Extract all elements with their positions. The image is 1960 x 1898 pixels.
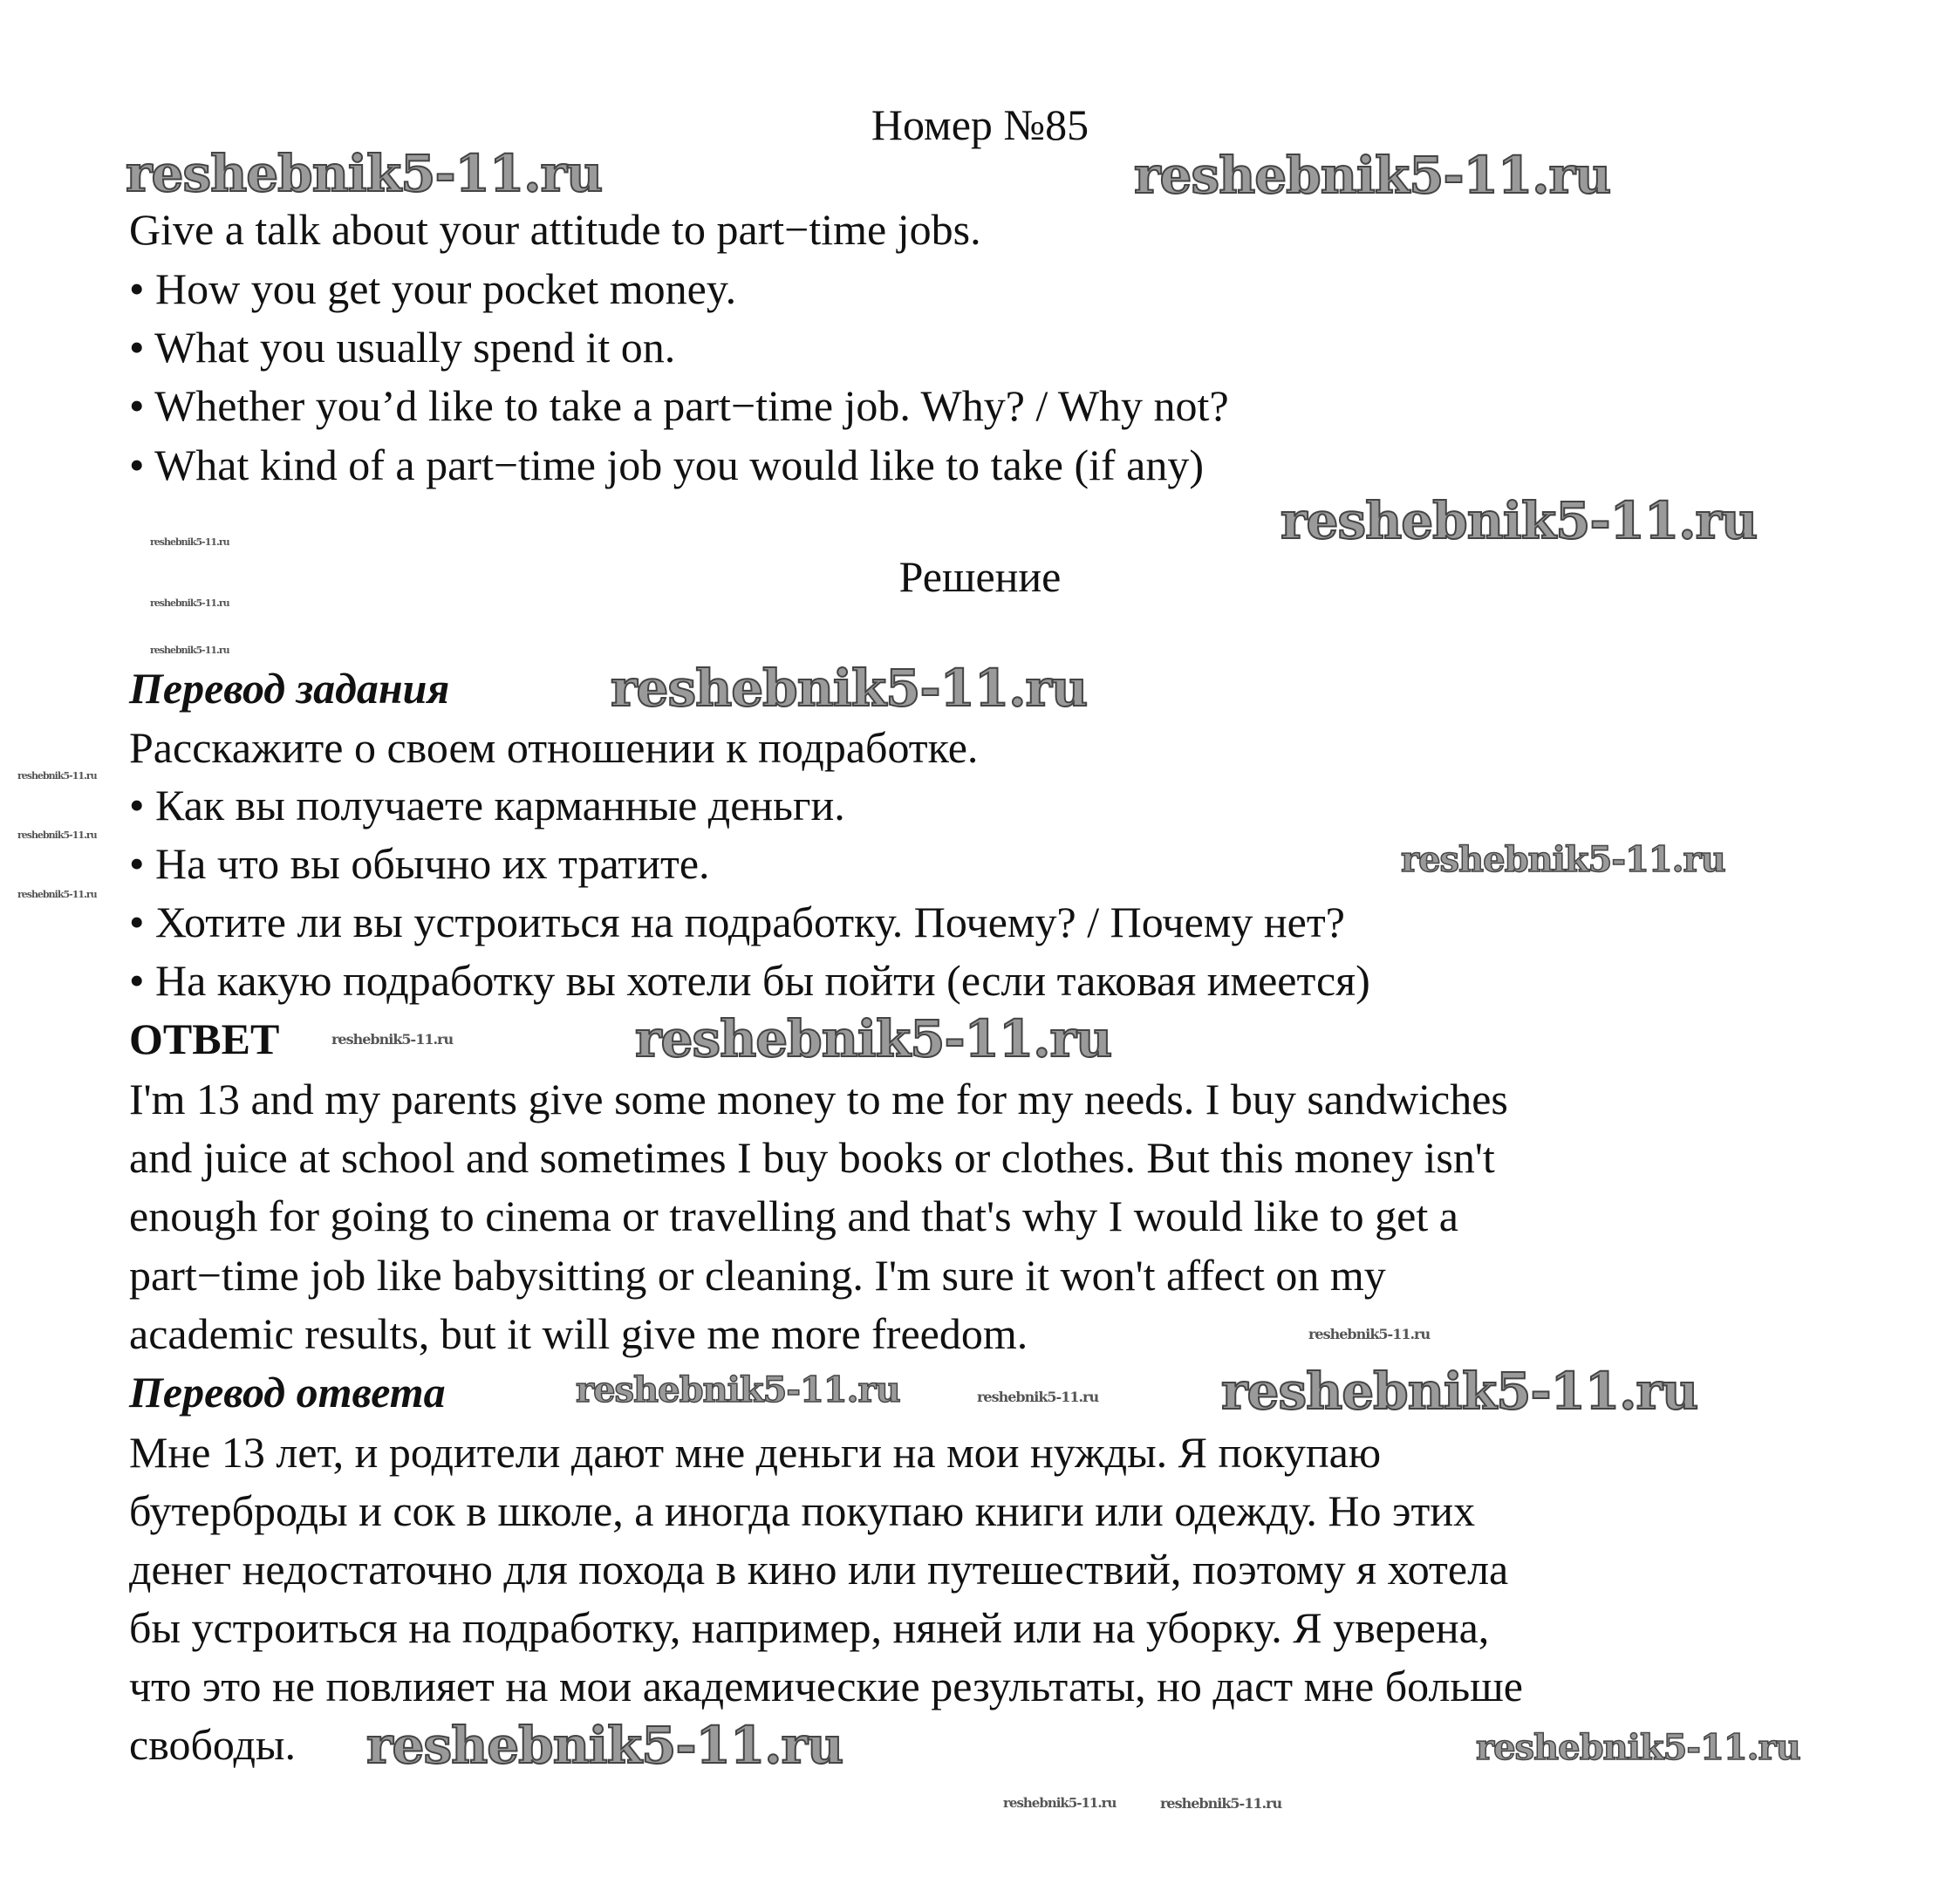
watermark: reshebnik5-11.ru [126,144,603,203]
answer-translation-line: денег недостаточно для похода в кино или путешествий, поэтому я хотела [129,1545,1509,1594]
watermark: reshebnik5-11.ru [1221,1362,1698,1421]
watermark: reshebnik5-11.ru [1280,491,1758,550]
task-bullet: • Whether you’d like to take a part−time job. Why? / Why not? [129,381,1229,430]
watermark: reshebnik5-11.ru [635,1009,1112,1068]
answer-translation-line: бутерброды и сок в школе, а иногда покупаю книги или одежду. Но этих [129,1486,1476,1535]
watermark: reshebnik5-11.ru [1003,1795,1117,1811]
task-bullet: • What you usually spend it on. [129,323,676,372]
watermark: reshebnik5-11.ru [17,770,97,782]
translation-bullet: • Хотите ли вы устроиться на подработку. Почему? / Почему нет? [129,898,1345,946]
translation-bullet: • На какую подработку вы хотели бы пойти (если таковая имеется) [129,956,1370,1005]
watermark: reshebnik5-11.ru [1134,146,1611,205]
watermark: reshebnik5-11.ru [150,597,229,609]
answer-translation-line: Мне 13 лет, и родители дают мне деньги на мои нужды. Я покупаю [129,1428,1382,1477]
answer-line: academic results, but it will give me more freedom. [129,1309,1028,1358]
translation-intro: Расскажите о своем отношении к подработке. [129,723,979,772]
watermark: reshebnik5-11.ru [576,1369,900,1410]
watermark: reshebnik5-11.ru [331,1031,454,1048]
translation-heading: Перевод задания [129,664,450,713]
task-bullet: • What kind of a part−time job you would like to take (if any) [129,440,1204,489]
page-title: Номер №85 [871,100,1089,149]
answer-translation-line: свободы. [129,1720,296,1769]
answer-translation-heading: Перевод ответа [129,1368,446,1417]
answer-heading: ОТВЕТ [129,1014,280,1063]
task-bullet: • How you get your pocket money. [129,264,737,313]
answer-line: I'm 13 and my parents give some money to me for my needs. I buy sandwiches [129,1075,1508,1123]
watermark: reshebnik5-11.ru [17,889,97,900]
watermark: reshebnik5-11.ru [17,830,97,841]
watermark: reshebnik5-11.ru [611,659,1088,718]
answer-line: enough for going to cinema or travelling and that's why I would like to get a [129,1191,1458,1240]
watermark: reshebnik5-11.ru [1476,1727,1800,1768]
solution-heading: Решение [898,552,1062,601]
watermark: reshebnik5-11.ru [1308,1326,1431,1342]
translation-bullet: • На что вы обычно их тратите. [129,839,710,888]
watermark: reshebnik5-11.ru [366,1716,843,1775]
watermark: reshebnik5-11.ru [1401,839,1725,880]
watermark: reshebnik5-11.ru [150,645,229,656]
answer-line: and juice at school and sometimes I buy books or clothes. But this money isn't [129,1133,1495,1182]
task-intro: Give a talk about your attitude to part−time jobs. [129,205,981,254]
watermark: reshebnik5-11.ru [1160,1795,1282,1812]
translation-bullet: • Как вы получаете карманные деньги. [129,781,845,830]
watermark: reshebnik5-11.ru [977,1389,1099,1405]
answer-line: part−time job like babysitting or cleaning. I'm sure it won't affect on my [129,1251,1386,1300]
watermark: reshebnik5-11.ru [150,536,229,548]
answer-translation-line: бы устроиться на подработку, например, няней или на уборку. Я уверена, [129,1603,1490,1652]
answer-translation-line: что это не повлияет на мои академические результаты, но даст мне больше [129,1662,1523,1710]
